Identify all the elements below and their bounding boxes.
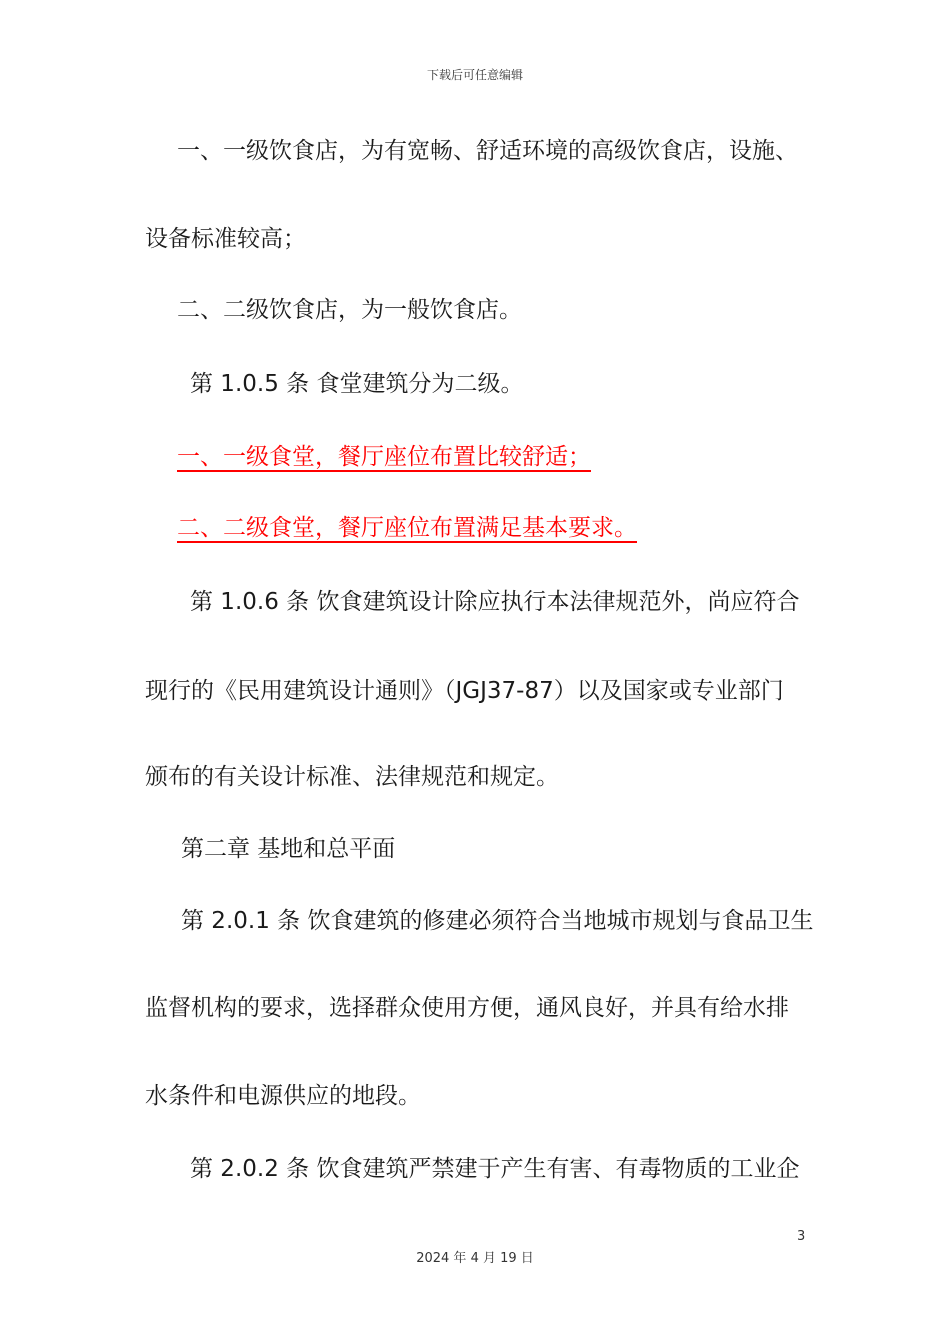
paragraph-line: 颁布的有关设计标准、法律规范和规定。 bbox=[145, 764, 559, 790]
footer-date: 2024 年 4 月 19 日 bbox=[416, 1251, 534, 1266]
paragraph-line: 一、一级饮食店，为有宽畅、舒适环境的高级饮食店，设施、 bbox=[177, 138, 798, 164]
paragraph-line: 二、二级饮食店，为一般饮食店。 bbox=[177, 297, 522, 323]
chapter-heading: 第二章 基地和总平面 bbox=[181, 836, 396, 862]
article-heading: 第 2.0.1 条 饮食建筑的修建必须符合当地城市规划与食品卫生 bbox=[181, 908, 814, 934]
article-heading: 第 1.0.5 条 食堂建筑分为二级。 bbox=[190, 371, 524, 397]
paragraph-line: 现行的《民用建筑设计通则》（JGJ37-87）以及国家或专业部门 bbox=[145, 678, 784, 704]
paragraph-line: 监督机构的要求，选择群众使用方便，通风良好，并具有给水排 bbox=[145, 995, 789, 1021]
header-note: 下载后可任意编辑 bbox=[426, 68, 523, 82]
paragraph-line: 水条件和电源供应的地段。 bbox=[145, 1083, 421, 1109]
highlighted-line: 一、一级食堂，餐厅座位布置比较舒适； bbox=[177, 444, 591, 470]
article-heading: 第 1.0.6 条 饮食建筑设计除应执行本法律规范外，尚应符合 bbox=[190, 589, 800, 615]
paragraph-line: 设备标准较高； bbox=[145, 226, 306, 252]
page-number: 3 bbox=[797, 1229, 806, 1244]
highlighted-line: 二、二级食堂，餐厅座位布置满足基本要求。 bbox=[177, 515, 637, 541]
article-heading: 第 2.0.2 条 饮食建筑严禁建于产生有害、有毒物质的工业企 bbox=[190, 1156, 800, 1182]
